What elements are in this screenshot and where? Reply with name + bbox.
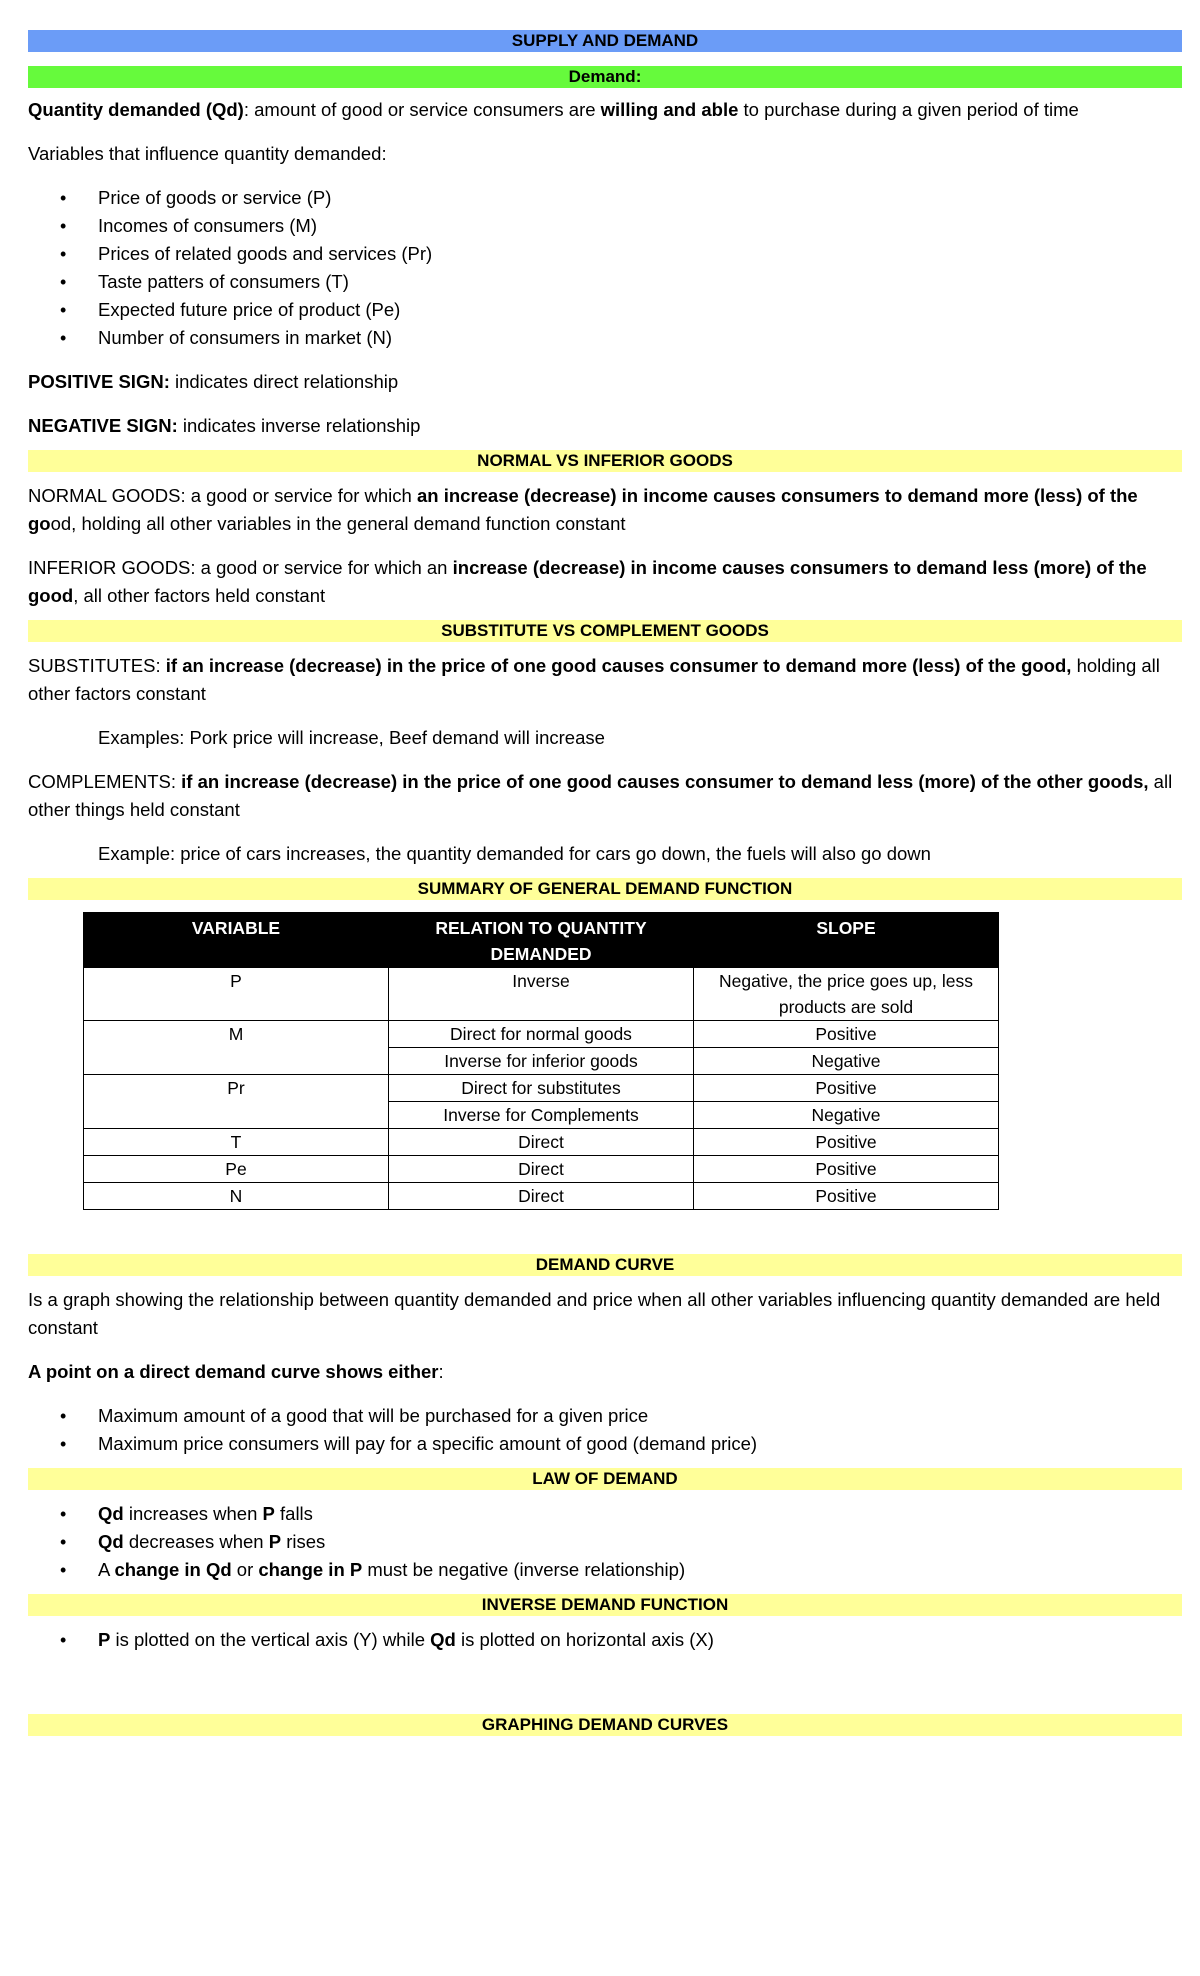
- cell-slope: Positive: [694, 1129, 999, 1156]
- cell-relation: Direct: [389, 1156, 694, 1183]
- list-item: • Maximum price consumers will pay for a specific amount of good (demand price): [28, 1430, 1182, 1458]
- table-row: [84, 968, 999, 1021]
- list-item: • Qd increases when P falls: [28, 1500, 1182, 1528]
- law-of-demand-list: [28, 1500, 1182, 1584]
- cell-variable: T: [84, 1129, 389, 1156]
- cell-slope: Negative: [694, 1048, 999, 1075]
- demand-heading: Demand:: [28, 66, 1182, 88]
- cell-relation: Direct: [389, 1129, 694, 1156]
- qd-definition: Quantity demanded (Qd): amount of good or service consumers are willing and able to purchase during a given period of time: [28, 99, 1079, 120]
- summary-table: [83, 912, 999, 1210]
- demand-curve-def: Is a graph showing the relationship between quantity demanded and price when all other variables influencing quantity demanded are held constant: [28, 1289, 1161, 1338]
- cell-variable: Pr: [84, 1075, 389, 1129]
- cell-variable: M: [84, 1021, 389, 1075]
- list-item: • Price of goods or service (P): [28, 184, 1182, 212]
- cell-slope: Negative: [694, 1102, 999, 1129]
- cell-slope: Positive: [694, 1021, 999, 1048]
- cell-slope: Positive: [694, 1075, 999, 1102]
- table-row: [84, 1021, 999, 1048]
- list-item: • Prices of related goods and services (Pr): [28, 240, 1182, 268]
- cell-relation: Inverse for inferior goods: [389, 1048, 694, 1075]
- complements-example: Example: price of cars increases, the quantity demanded for cars go down, the fuels will also go down: [98, 843, 931, 864]
- inverse-demand-list: [28, 1626, 1182, 1654]
- inferior-goods-def: INFERIOR GOODS: a good or service for which an increase (decrease) in income causes consumers to demand less (more) of the good, all other factors held constant: [28, 557, 1147, 606]
- list-item: • P is plotted on the vertical axis (Y) while Qd is plotted on horizontal axis (X): [28, 1626, 1182, 1654]
- demand-point-list: [28, 1402, 1182, 1458]
- cell-relation: Direct: [389, 1183, 694, 1210]
- cell-slope: Negative, the price goes up, less products are sold: [694, 968, 999, 1021]
- qd-term: Quantity demanded (Qd): [28, 99, 244, 120]
- graphing-heading: GRAPHING DEMAND CURVES: [28, 1714, 1182, 1736]
- cell-variable: N: [84, 1183, 389, 1210]
- substitute-complement-heading: SUBSTITUTE VS COMPLEMENT GOODS: [28, 620, 1182, 642]
- table-row: [84, 1075, 999, 1102]
- column-header: SLOPE: [694, 913, 999, 968]
- table-row: [84, 1129, 999, 1156]
- document-page: [28, 30, 1182, 1736]
- summary-heading: SUMMARY OF GENERAL DEMAND FUNCTION: [28, 878, 1182, 900]
- list-item: • Incomes of consumers (M): [28, 212, 1182, 240]
- substitutes-def: SUBSTITUTES: if an increase (decrease) in the price of one good causes consumer to demand more (less) of the good, holding all other factors constant: [28, 655, 1160, 704]
- law-of-demand-heading: LAW OF DEMAND: [28, 1468, 1182, 1490]
- normal-inferior-heading: NORMAL VS INFERIOR GOODS: [28, 450, 1182, 472]
- cell-relation: Inverse: [389, 968, 694, 1021]
- list-item: • Maximum amount of a good that will be purchased for a given price: [28, 1402, 1182, 1430]
- page-title: SUPPLY AND DEMAND: [28, 30, 1182, 52]
- cell-relation: Direct for substitutes: [389, 1075, 694, 1102]
- cell-variable: Pe: [84, 1156, 389, 1183]
- cell-relation: Inverse for Complements: [389, 1102, 694, 1129]
- inverse-demand-heading: INVERSE DEMAND FUNCTION: [28, 1594, 1182, 1616]
- complements-def: COMPLEMENTS: if an increase (decrease) in the price of one good causes consumer to demand less (more) of the other goods, all other things held constant: [28, 771, 1173, 820]
- table-row: [84, 1156, 999, 1183]
- cell-relation: Direct for normal goods: [389, 1021, 694, 1048]
- table-row: [84, 1183, 999, 1210]
- list-item: • Expected future price of product (Pe): [28, 296, 1182, 324]
- demand-point-intro: A point on a direct demand curve shows either:: [28, 1361, 444, 1382]
- variables-intro: Variables that influence quantity demanded:: [28, 143, 387, 164]
- positive-sign: POSITIVE SIGN: indicates direct relationship: [28, 371, 399, 392]
- column-header: VARIABLE: [84, 913, 389, 968]
- column-header: RELATION TO QUANTITY DEMANDED: [389, 913, 694, 968]
- cell-slope: Positive: [694, 1156, 999, 1183]
- cell-variable: P: [84, 968, 389, 1021]
- cell-slope: Positive: [694, 1183, 999, 1210]
- substitutes-example: Examples: Pork price will increase, Beef demand will increase: [98, 727, 605, 748]
- list-item: • Taste patters of consumers (T): [28, 268, 1182, 296]
- list-item: • Qd decreases when P rises: [28, 1528, 1182, 1556]
- demand-curve-heading: DEMAND CURVE: [28, 1254, 1182, 1276]
- variables-list: [28, 184, 1182, 352]
- list-item: • Number of consumers in market (N): [28, 324, 1182, 352]
- negative-sign: NEGATIVE SIGN: indicates inverse relationship: [28, 415, 421, 436]
- list-item: • A change in Qd or change in P must be negative (inverse relationship): [28, 1556, 1182, 1584]
- table-header-row: [84, 913, 999, 968]
- normal-goods-def: NORMAL GOODS: a good or service for which an increase (decrease) in income causes consumers to demand more (less) of the good, holding all other variables in the general demand function constant: [28, 485, 1138, 534]
